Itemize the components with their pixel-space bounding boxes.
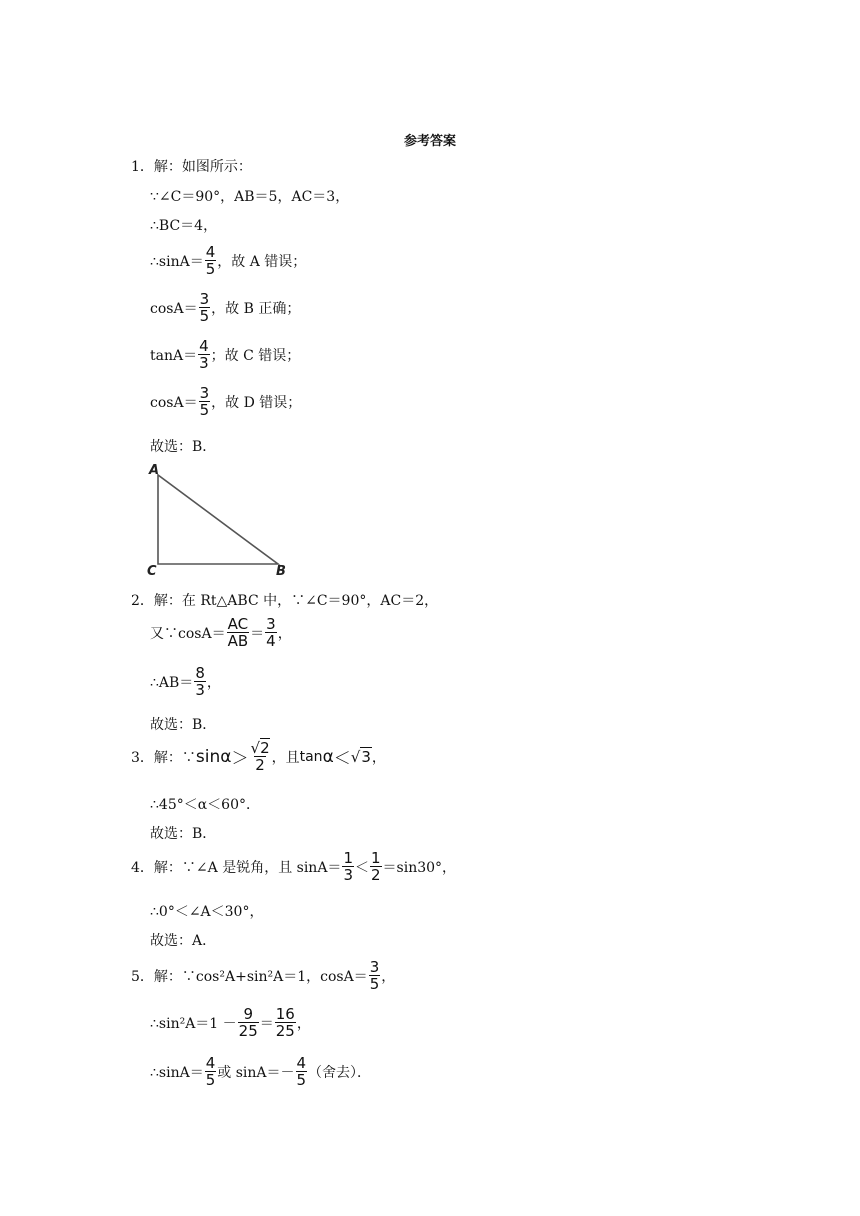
q4-condition-line (131, 850, 456, 883)
denominator: 5 (205, 260, 216, 278)
q1-tan-line (150, 338, 300, 371)
q1-given: ∵∠C＝90°，AB＝5，AC＝3， (150, 189, 350, 205)
q4-fraction-1 (342, 850, 354, 883)
q5-sin-line (150, 1055, 371, 1088)
q3-pre: 3．解：∵ (131, 749, 196, 766)
vertex-label-a: A (149, 463, 160, 478)
q5-l3-pre: ∴sinA＝ (150, 1064, 204, 1081)
q5-pre: 5．解：∵cos²A+sin²A＝1，cosA＝ (131, 968, 368, 985)
q4-answer: 故选：A． (150, 933, 217, 949)
q1-tan-pre: tanA＝ (150, 347, 198, 364)
numerator: 3 (199, 384, 210, 402)
q3-answer: 故选：B． (150, 826, 217, 842)
denominator: 5 (296, 1071, 307, 1089)
denominator: 5 (199, 401, 210, 419)
radicand: 3 (361, 747, 371, 766)
q4-post: ＝sin30°， (382, 859, 457, 876)
right-triangle-figure (144, 460, 294, 580)
q5-fraction-neg-4-5 (296, 1055, 308, 1088)
q3-alpha-2: α (322, 746, 334, 767)
q1-cos-d-fraction (199, 385, 211, 418)
q2-ab-post: ， (206, 674, 221, 691)
triangle-shape (158, 475, 278, 564)
numerator: 1 (370, 849, 381, 867)
q3-tan: tan (299, 748, 323, 765)
q1-cos-b-line (150, 291, 300, 324)
page-title: 参考答案 (403, 134, 456, 149)
q2-ratio-fraction (227, 616, 250, 649)
denominator: AB (227, 632, 249, 650)
denominator: 25 (275, 1022, 295, 1040)
denominator: 2 (370, 866, 381, 884)
q1-sin-fraction (205, 244, 217, 277)
q3-alpha: α (220, 746, 232, 767)
q1-heading: 1．解：如图所示： (131, 159, 252, 175)
q5-l3-post: （舍去）． (308, 1064, 372, 1081)
q1-cos-b-pre: cosA＝ (150, 300, 198, 317)
q3-sin: sin (195, 746, 221, 767)
q5-l2-post: ， (296, 1015, 311, 1032)
q4-pre: 4．解：∵∠A 是锐角，且 sinA＝ (131, 859, 342, 876)
numerator: AC (227, 615, 249, 633)
numerator: 4 (205, 1054, 216, 1072)
q2-ab-fraction (194, 665, 206, 698)
radicand: 2 (260, 739, 270, 757)
q1-cos-d-post: ，故 D 错误； (211, 394, 302, 411)
denominator: 5 (205, 1071, 216, 1089)
denominator: 2 (255, 756, 265, 774)
q3-mid: ，且 (271, 749, 300, 766)
denominator: 25 (238, 1022, 258, 1040)
q2-ab-pre: ∴AB＝ (150, 674, 194, 691)
q1-bc: ∴BC＝4， (150, 218, 218, 234)
q1-cos-b-fraction (199, 291, 211, 324)
vertex-label-b: B (276, 564, 286, 579)
q5-condition-line (131, 959, 395, 992)
q5-post: ， (381, 968, 396, 985)
q5-l2-pre: ∴sin²A＝1 － (150, 1015, 237, 1032)
q4-result: ∴0°＜∠A＜30°， (150, 904, 264, 920)
q1-answer: 故选：B． (150, 439, 217, 455)
denominator: 5 (369, 975, 380, 993)
numerator: 9 (243, 1005, 253, 1023)
numerator: 16 (275, 1005, 295, 1023)
vertex-label-c: C (147, 564, 157, 579)
q2-cos-line (150, 616, 292, 649)
q2-ab-line (150, 665, 221, 698)
q5-fraction (369, 959, 381, 992)
q1-sin-post: ，故 A 错误； (217, 253, 307, 270)
q2-cos-post: ， (277, 625, 292, 642)
q4-less-than: ＜ (354, 859, 369, 876)
denominator: 3 (195, 681, 205, 699)
equals-sign: ＝ (259, 1015, 274, 1032)
q1-sin-pre: ∴sinA＝ (150, 253, 204, 270)
q3-condition-line (131, 740, 386, 773)
numerator: 4 (296, 1054, 307, 1072)
q3-greater-than: ＞ (231, 749, 249, 769)
q2-cos-pre: 又∵cosA＝ (150, 625, 226, 642)
q2-value-fraction (265, 616, 277, 649)
q5-sin-squared-line (150, 1006, 311, 1039)
q5-fraction-4-5 (205, 1055, 217, 1088)
q1-cos-d-pre: cosA＝ (150, 394, 198, 411)
q3-post: ， (371, 749, 386, 766)
numerator: 3 (199, 290, 210, 308)
numerator: 3 (369, 958, 380, 976)
equals-sign: ＝ (250, 625, 265, 642)
q1-tan-fraction (198, 338, 210, 371)
numerator: 3 (266, 615, 276, 633)
denominator: 4 (266, 632, 276, 650)
q1-tan-post: ；故 C 错误； (210, 347, 301, 364)
q3-fraction (250, 740, 271, 773)
q3-less-than: ＜ (333, 749, 351, 769)
q3-sqrt: √3 (350, 747, 371, 766)
q4-fraction-2 (370, 850, 382, 883)
q1-sin-line (150, 244, 306, 277)
numerator: 4 (199, 337, 209, 355)
q5-fraction-9-25 (238, 1006, 259, 1039)
q1-cos-d-line (150, 385, 301, 418)
q2-answer: 故选：B． (150, 717, 217, 733)
q5-fraction-16-25 (275, 1006, 296, 1039)
denominator: 3 (199, 354, 209, 372)
denominator: 3 (343, 866, 353, 884)
numerator: √2 (250, 739, 270, 757)
numerator: 1 (343, 849, 353, 867)
numerator: 4 (205, 243, 216, 261)
denominator: 5 (199, 307, 210, 325)
numerator: 8 (195, 664, 205, 682)
q1-cos-b-post: ，故 B 正确； (211, 300, 301, 317)
q3-result: ∴45°＜α＜60°． (150, 797, 260, 813)
q5-l3-mid: 或 sinA＝－ (217, 1064, 295, 1081)
q2-heading: 2．解：在 Rt△ABC 中，∵∠C＝90°，AC＝2， (131, 593, 439, 609)
